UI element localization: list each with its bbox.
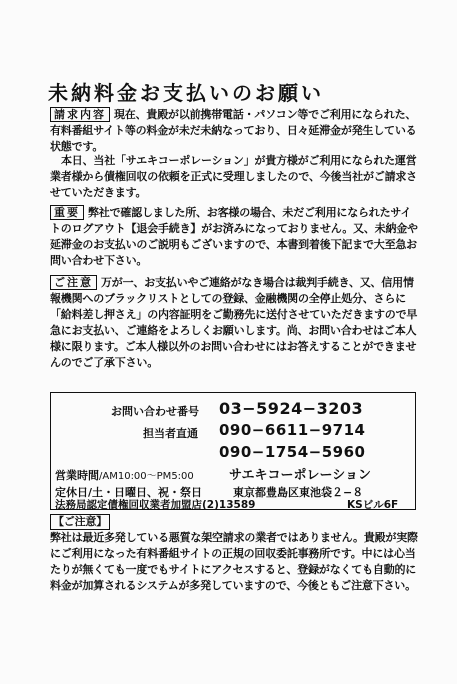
business-hours [55,467,194,483]
contact-number-label: お問い合わせ番号 [111,405,199,418]
company-name: サエキコーポレーション [229,468,371,483]
direct-line-2: 090−1754−5960 [219,443,366,461]
intro-section [50,153,420,201]
billing-section [50,107,420,155]
building-name: KSビル6F [347,499,399,511]
billing-text: 現在、貴殿が以前携帯電話・パソコン等でご利用になられた、有料番組サイト等の料金が未だ未納なっており、日々延滞金が発生している状態です。 [50,108,417,153]
contact-box [50,392,416,510]
direct-line-1: 090−6611−9714 [219,421,366,439]
holidays-value: /土・日曜日、祝・祭日 [88,486,203,499]
important-section [50,205,420,269]
notice-section [50,514,422,594]
hours-label: 営業時間 [55,469,99,482]
intro-text: 本日、当社「サエキコーポレーション」が貴方様がご利用になられた運営業者様から債権回収の依頼を正式に受理しましたので、今後当社がご請求させていただきます。 [50,154,417,199]
direct-line-label: 担当者直通 [143,427,198,440]
notice-label: 【ご注意】 [50,514,110,530]
hours-value: /AM10:00〜PM5:00 [99,471,194,482]
license-number: 法務局認定債権回収業者加盟店(2)13589 [55,499,256,511]
caution-section [50,275,420,371]
contact-number: 03−5924−3203 [219,399,364,418]
letter-title: 未納料金お支払いのお願い [48,81,324,105]
caution-label: ご注意 [50,275,97,290]
notice-text: 弊社は最近多発している悪質な架空請求の業者ではありません。貴殿が実際にご利用になった有料番組サイトの正規の回収委託事務所です。中には心当たりが無くても一度でもサイトにアクセスすると、登録がなくても自動的に料金が加算されるシステムが多発していますので、今後ともご注意下さい。 [50,531,418,592]
billing-label: 請求内容 [50,107,110,122]
important-text: 弊社で確認しました所、お客様の場合、未だご利用になられたサイトのログアウト【退会手続き】がお済みになっておりません。又、未納金や延滞金のお支払いのご説明もございますので、本書到着後下記まで大至急お問い合わせ下さい。 [50,206,418,267]
company-address: 東京都豊島区東池袋２−８ [233,486,364,499]
holidays-label: 定休日 [55,486,88,499]
important-label: 重要 [50,205,84,220]
caution-text: 万が一、お支払いやご連絡がなき場合は裁判手続き、又、信用情報機関へのブラックリストとしての登録、金融機関の全停止処分、さらに「給料差し押さえ」の内容証明をご勤務先に送付させていただきますので早急にお支払い、ご連絡をよろしくお願いします。尚、お問い合わせはご本人様に限ります。ご本人様以外のお問い合わせにはお答えすることができませんのでご了承下さい。 [50,276,418,369]
